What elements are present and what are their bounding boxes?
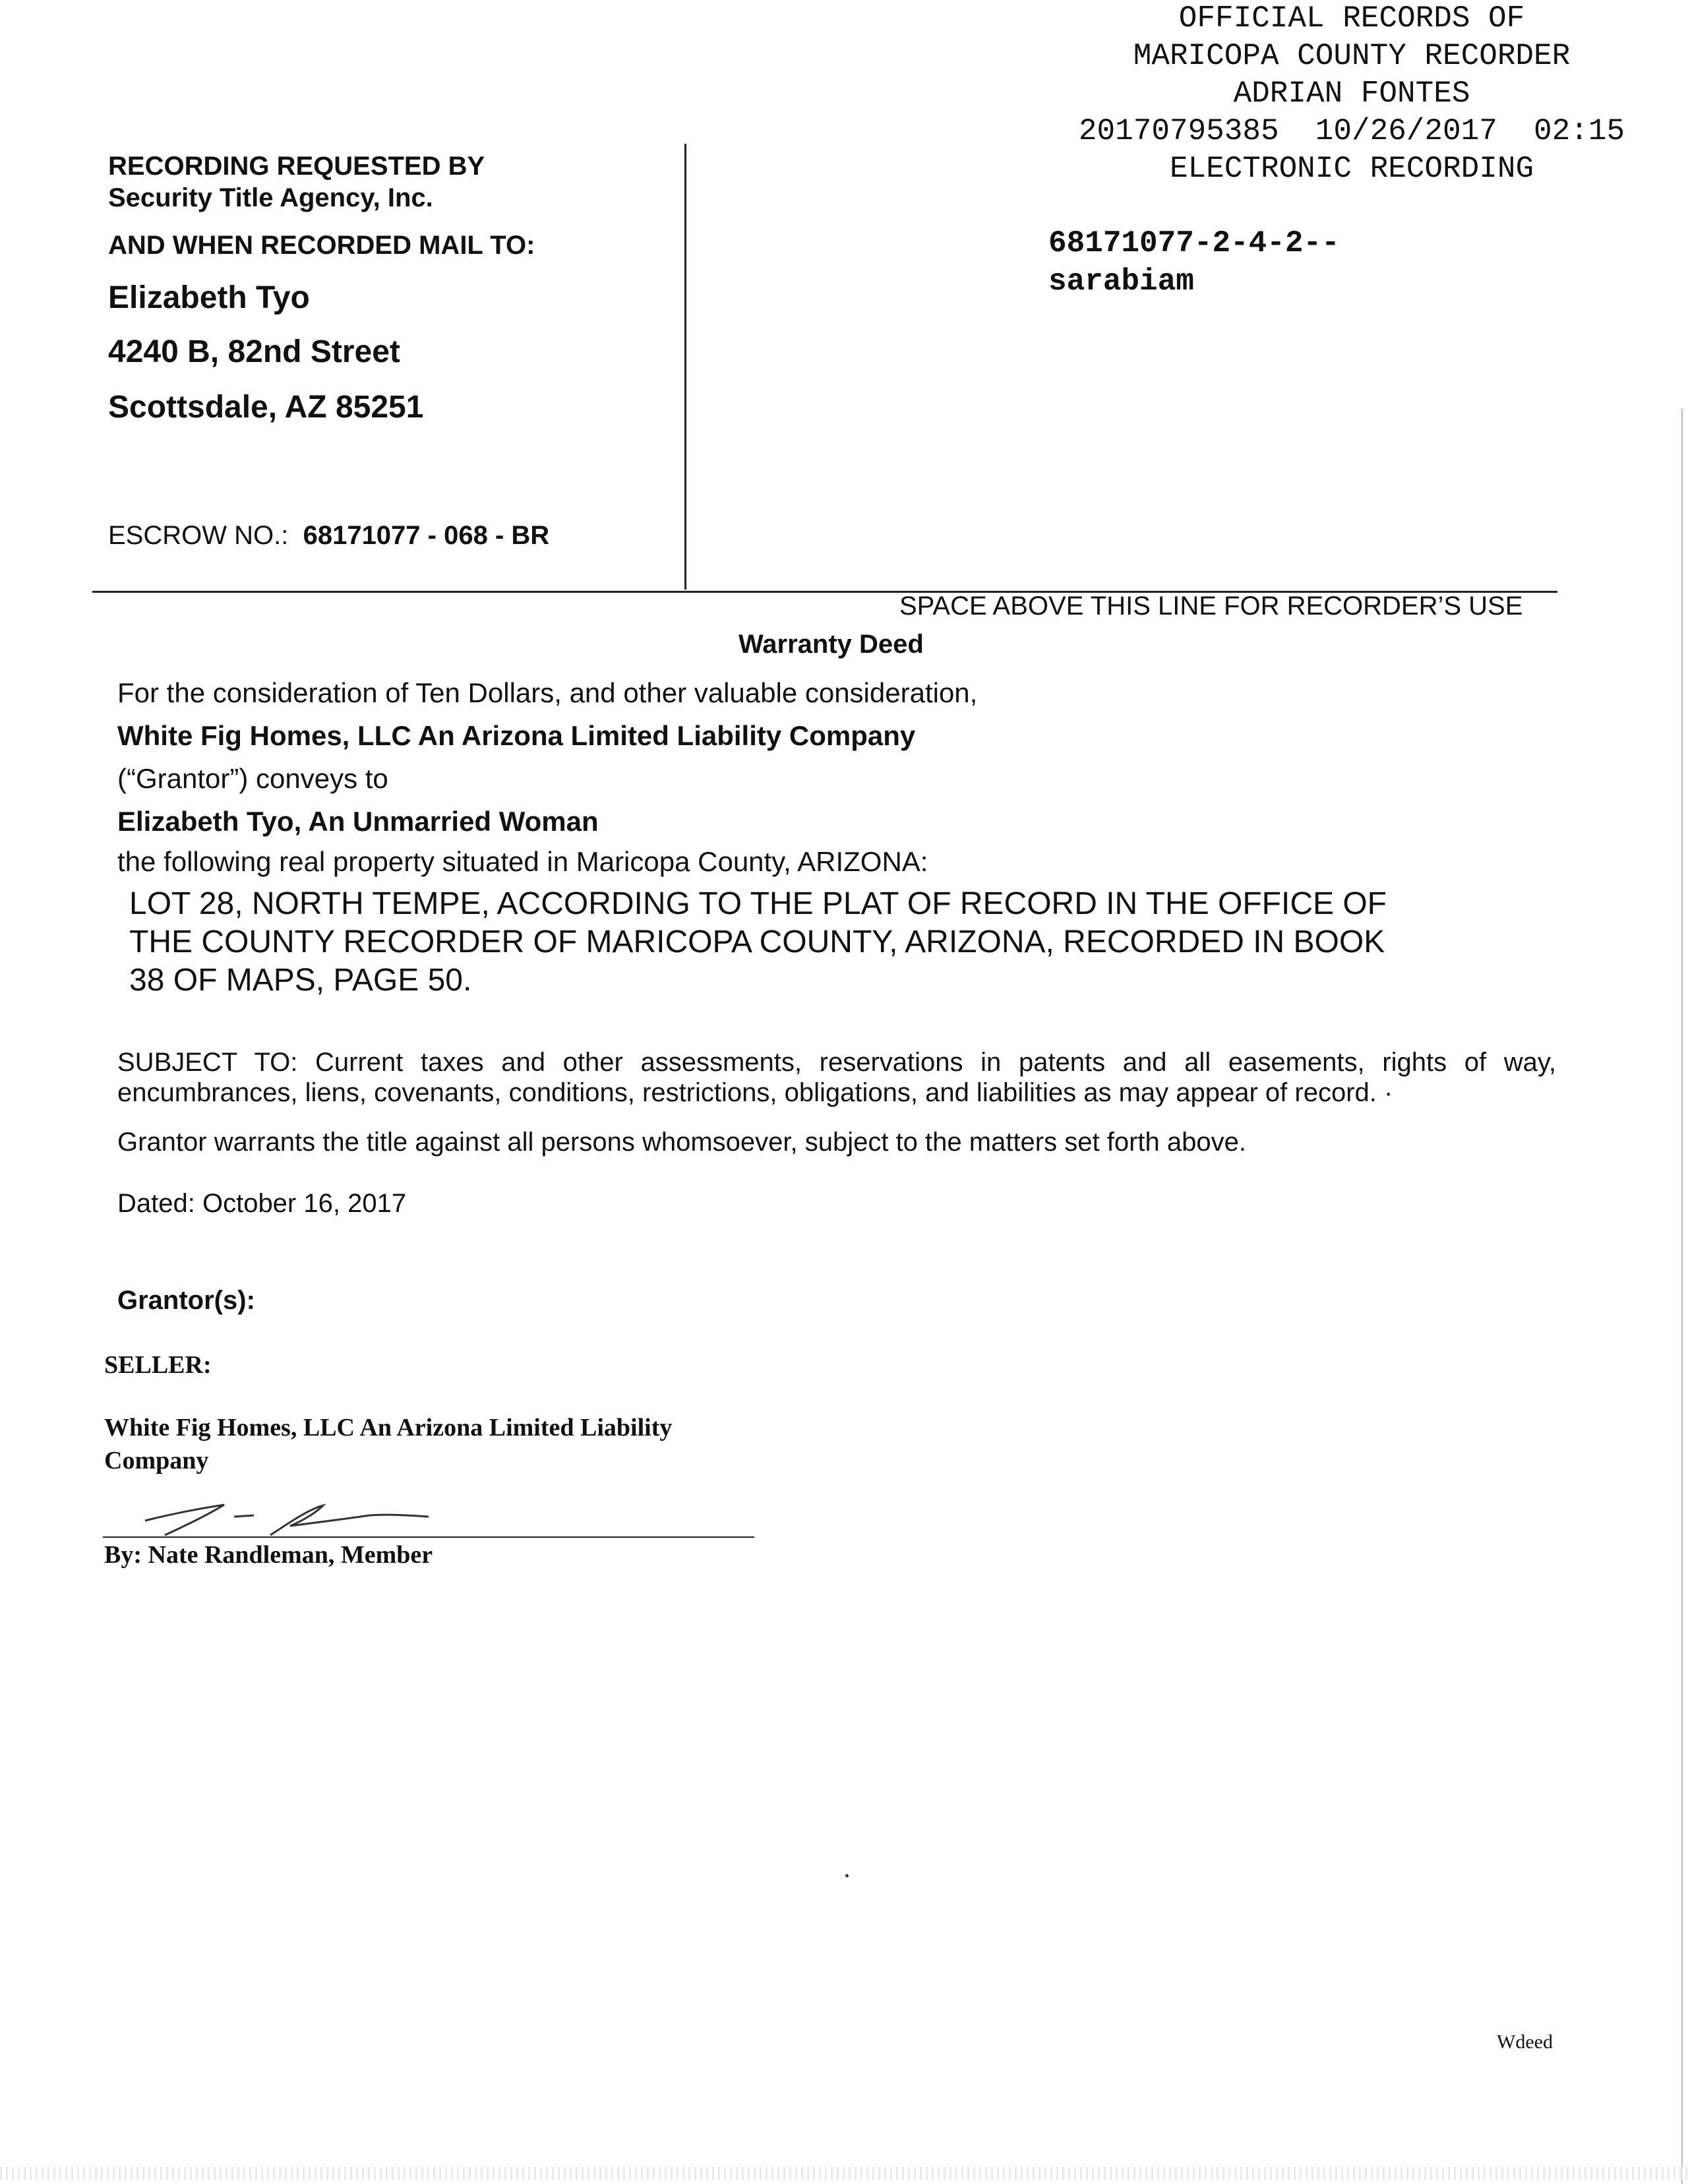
scan-edge bbox=[1681, 409, 1683, 2184]
seller-company: White Fig Homes, LLC An Arizona Limited Liability Company bbox=[104, 1414, 673, 1474]
recorder-box-divider bbox=[684, 144, 686, 590]
subject-to-clause: SUBJECT TO: Current taxes and other assessments, reservations in patents and all easements, rights of way, encumbrances, liens, covenants, conditions, restrictions, obligations, and liabilities as may appear of record. · bbox=[117, 1048, 1556, 1107]
grantor-name: White Fig Homes, LLC An Arizona Limited Liability Company bbox=[117, 720, 916, 751]
scan-noise bbox=[0, 2167, 1688, 2180]
legal-description-line-1: LOT 28, NORTH TEMPE, ACCORDING TO THE PLAT OF RECORD IN THE OFFICE OF bbox=[129, 886, 1387, 921]
recording-requested-label: RECORDING REQUESTED BY bbox=[108, 152, 485, 181]
signer-name: By: Nate Randleman, Member bbox=[104, 1541, 433, 1569]
signature-scribble bbox=[125, 1482, 455, 1542]
signature-line bbox=[103, 1536, 754, 1538]
recorder-line-5: ELECTRONIC RECORDING bbox=[1169, 152, 1534, 186]
document-reference bbox=[1048, 224, 1340, 301]
seller-label: SELLER: bbox=[104, 1351, 212, 1379]
clerk-id: sarabiam bbox=[1048, 264, 1194, 299]
form-code: Wdeed bbox=[1497, 2031, 1553, 2053]
escrow-value: 68171077 - 068 - BR bbox=[303, 521, 550, 550]
doc-code: 68171077-2-4-2-- bbox=[1048, 226, 1340, 260]
legal-description-line-2: THE COUNTY RECORDER OF MARICOPA COUNTY, ARIZONA, RECORDED IN BOOK bbox=[129, 925, 1385, 959]
grantee-name: Elizabeth Tyo, An Unmarried Woman bbox=[117, 806, 599, 837]
recorder-line-3: ADRIAN FONTES bbox=[1233, 76, 1470, 111]
deed-title: Warranty Deed bbox=[738, 630, 924, 659]
mail-to-label: AND WHEN RECORDED MAIL TO: bbox=[108, 231, 535, 260]
recorder-line-1: OFFICIAL RECORDS OF bbox=[1178, 1, 1525, 36]
mail-to-street: 4240 B, 82nd Street bbox=[108, 334, 400, 369]
consideration-text: For the consideration of Ten Dollars, and other valuable consideration, bbox=[117, 677, 978, 708]
recorder-line-2: MARICOPA COUNTY RECORDER bbox=[1133, 39, 1571, 73]
recorder-stamp bbox=[1029, 0, 1675, 188]
mail-to-name: Elizabeth Tyo bbox=[108, 280, 310, 315]
escrow-number bbox=[108, 521, 549, 551]
recorder-space-note: SPACE ABOVE THIS LINE FOR RECORDER’S USE bbox=[899, 592, 1523, 621]
conveys-text: (“Grantor”) conveys to bbox=[117, 763, 388, 794]
property-intro: the following real property situated in Maricopa County, ARIZONA: bbox=[117, 846, 928, 877]
title-agency: Security Title Agency, Inc. bbox=[108, 183, 433, 212]
recording-number-date: 20170795385 10/26/2017 02:15 bbox=[1078, 114, 1625, 148]
warranty-clause: Grantor warrants the title against all persons whomsoever, subject to the matters set forth above. bbox=[117, 1128, 1246, 1157]
legal-description-line-3: 38 OF MAPS, PAGE 50. bbox=[129, 963, 472, 998]
mail-to-city: Scottsdale, AZ 85251 bbox=[108, 390, 424, 425]
grantors-label: Grantor(s): bbox=[117, 1286, 255, 1315]
escrow-label: ESCROW NO.: bbox=[108, 521, 289, 550]
dated-line: Dated: October 16, 2017 bbox=[117, 1189, 407, 1218]
stray-mark bbox=[845, 1874, 849, 1877]
